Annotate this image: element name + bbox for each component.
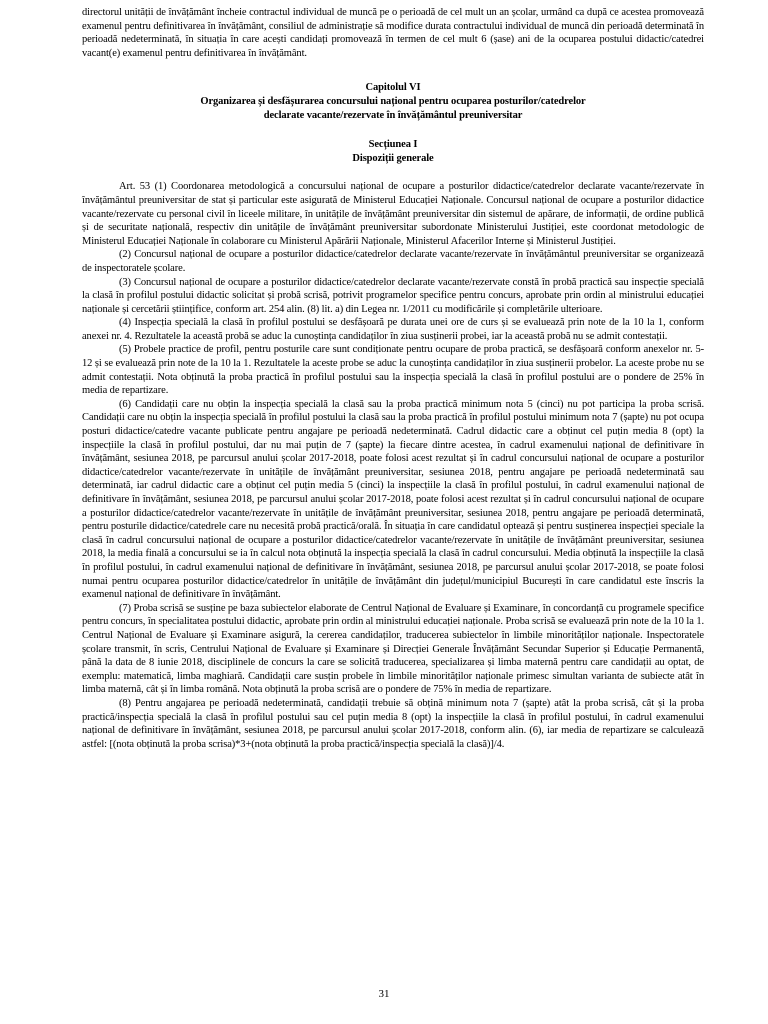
article-53-paragraph-7: (7) Proba scrisă se susține pe baza subiectelor elaborate de Centrul Național de Evaluare și Examinare, în concordanță cu programele specifice pentru concurs, în specialitatea postului didactic, aprobate prin ordin al ministrului educației naționale. Proba scrisă se evaluează prin note de la 10 la 1. Centrul Național de Evaluare și Examinare asigură, la cererea candidaților, traducerea subiectelor în limbile minorităților naționale. Inspectoratele școlare transmit, în scris, Centrului Național de Evaluare și Examinare și Direcției Generale Învățământ Secundar Superior și Educație Permanentă, până la data de 8 iunie 2018, disciplinele de concurs la care se solicită traducerea, specializarea și limba maternă pentru care candidații au optat, de exemplu: matematică, limba maghiară. Candidații care susțin probele în limbile minorităților naționale primesc simultan varianta de subiecte atât în limba maternă, cât și în limba română. Nota obținută la proba scrisă are o pondere de 75% în media de repartizare. [82,602,704,696]
chapter-number: Capitolul VI [365,82,421,94]
article-53-paragraph-4: (4) Inspecția specială la clasă în profilul postului se desfășoară pe durata unei ore de curs și se evaluează prin note de la 10 la 1, conform anexei nr. 4. Rezultatele la această probă se aduc la cunoștința candidaților în ziua susținerii probei, iar la această probă nu se admit contestații. [82,317,704,342]
intro-paragraph: directorul unității de învățământ încheie contractul individual de muncă pe o perioadă de cel mult un an școlar, urmând ca după ce acestea promovează examenul pentru definitivarea în învățământ, consiliul de administrație să modifice durata contractului individual de muncă din perioadă determinată în perioadă nedeterminată, în situația în care acești candidați promovează în termen de cel mult 6 (șase) ani de la ocuparea postului didactic/catedrei vacant(e) examenul pentru definitivarea în învățământ. [82,7,704,59]
section-title: Dispoziții generale [352,152,434,164]
chapter-title-line1: Organizarea și desfășurarea concursului național pentru ocuparea posturilor/catedrelor [200,95,586,107]
article-53-paragraph-2: (2) Concursul național de ocupare a posturilor didactice/catedrelor declarate vacante/rezervate în învățământul preuniversitar se organizează de inspectoratele școlare. [82,249,704,274]
page-number: 31 [378,988,390,1000]
spacer [82,60,704,81]
spacer [82,122,704,138]
chapter-title-line2: declarate vacante/rezervate în învățământul preuniversitar [263,109,523,121]
article-53-paragraph-3: (3) Concursul național de ocupare a posturilor didactice/catedrelor declarate vacante/rezervate constă în probă practică sau inspecție specială la clasă în profilul postului didactic solicitat și probă scrisă, potrivit programelor specifice pentru concurs, aprobate prin ordin al ministrului educației naționale și cercetării științifice, conform art. 254 alin. (8) lit. a) din Legea nr. 1/2011 cu modificările și completările ulterioare. [82,276,704,315]
article-53-paragraph-5: (5) Probele practice de profil, pentru posturile care sunt condiționate pentru ocupare de proba practică, se desfășoară conform anexelor nr. 5-12 și se evaluează prin note de la 10 la 1. Rezultatele la aceste probe se aduc la cunoștința candidaților în ziua susținerii probelor. La aceste probe nu se admit contestații. Nota obținută la proba practică în profilul postului sau la inspecția specială la clasă în profilul postului are o pondere de 25% în media de repartizare. [82,344,704,397]
document-page [82,6,704,751]
article-53-paragraph-1: Art. 53 (1) Coordonarea metodologică a concursului național de ocupare a posturilor didactice/catedrelor declarate vacante/rezervate în învățământul preuniversitar de stat și particular este asigurată de Ministerul Educației Naționale. Concursul național de ocupare a posturilor didactice vacante/rezervate cu personal civil în liceele militare, în unitățile de învățământ preuniversitar din sistemul de apărare, de informații, de ordine publică și de securitate națională, respectiv din unitățile de învățământ preuniversitar subordonate Ministerului Justiției, este coordonat metodologic de Ministerul Educației Naționale în colaborare cu Ministerul Apărării Naționale, Ministerul Afacerilor Interne și Ministerul Justiției. [82,181,704,247]
article-53-paragraph-8: (8) Pentru angajarea pe perioadă nedeterminată, candidații trebuie să obțină minimum nota 7 (șapte) atât la proba scrisă, cât și la proba practică/inspecția specială la clasă în profilul postului sau cel puțin media 8 (opt) la inspecțiile la clasă în profilul postului, în cadrul examenului național de definitivare în învățământ, sesiunea 2018, pe parcursul anului școlar 2017-2018, conform alin. (6), iar media de repartizare se calculează astfel: [(nota obținută la proba scrisa)*3+(nota obținută la proba practică/inspecția specială la clasă)]/4. [82,697,704,750]
spacer [82,165,704,180]
section-number: Secțiunea I [368,139,418,151]
article-53-paragraph-6: (6) Candidații care nu obțin la inspecția specială la clasă sau la proba practică minimum nota 5 (cinci) nu pot participa la proba scrisă. Candidații care nu obțin la inspecția specială în profilul postului la clasă sau la proba practică în profilul postului minimum nota 7 (șapte) nu pot ocupa posturi didactice/catedre vacante publicate pentru angajare pe perioadă nedeterminată. Cadrul didactic care a obținut cel puțin media 8 (opt) la inspecțiile la clasă în profilul postului, dar nu mai puțin de 7 (șapte) la fiecare dintre acestea, în cadrul examenului național de definitivare în învățământ, sesiunea 2018, pe parcursul anului școlar 2017-2018, poate folosi acest rezultat și în cadrul concursului național de ocupare a posturilor didactice/catedrelor vacante/rezervate în unitățile de învățământ preuniversitar, sesiunea 2018, pentru angajare pe perioadă nedeterminată sau determinată, iar cadrul didactic care a obținut cel puțin media 5 (cinci) la inspecțiile la clasă în profilul postului, în cadrul examenului național de definitivare în învățământ, sesiunea 2018, pe parcursul anului școlar 2017-2018, poate folosi acest rezultat și în cadrul concursului național de ocupare a posturilor didactice/catedrelor vacante/rezervate în unitățile de învățământ preuniversitar, sesiunea 2018, pentru angajare pe perioadă determinată, pentru posturile didactice/catedrele care nu necesită probă practică/orală. În situația în care candidatul optează și pentru susținerea inspecției speciale la clasă în cadrul concursului național de ocupare a posturilor didactice/catedrelor vacante/rezervate în unitățile de învățământ preuniversitar, sesiunea 2018, la media finală a concursului se ia în calcul nota obținută la inspecția specială la clasă în cadrul concursului. Media obținută la inspecțiile la clasă în profilul postului, în cadrul examenului național de definitivare în învățământ, sesiunea 2018, pe parcursul anului școlar 2017-2018, se poate folosi numai pentru ocuparea posturilor didactice/catedrelor în unitățile de învățământ din județul/municipiul București în care candidatul este înscris la examenul național de definitivare în învățământ. [82,398,704,601]
